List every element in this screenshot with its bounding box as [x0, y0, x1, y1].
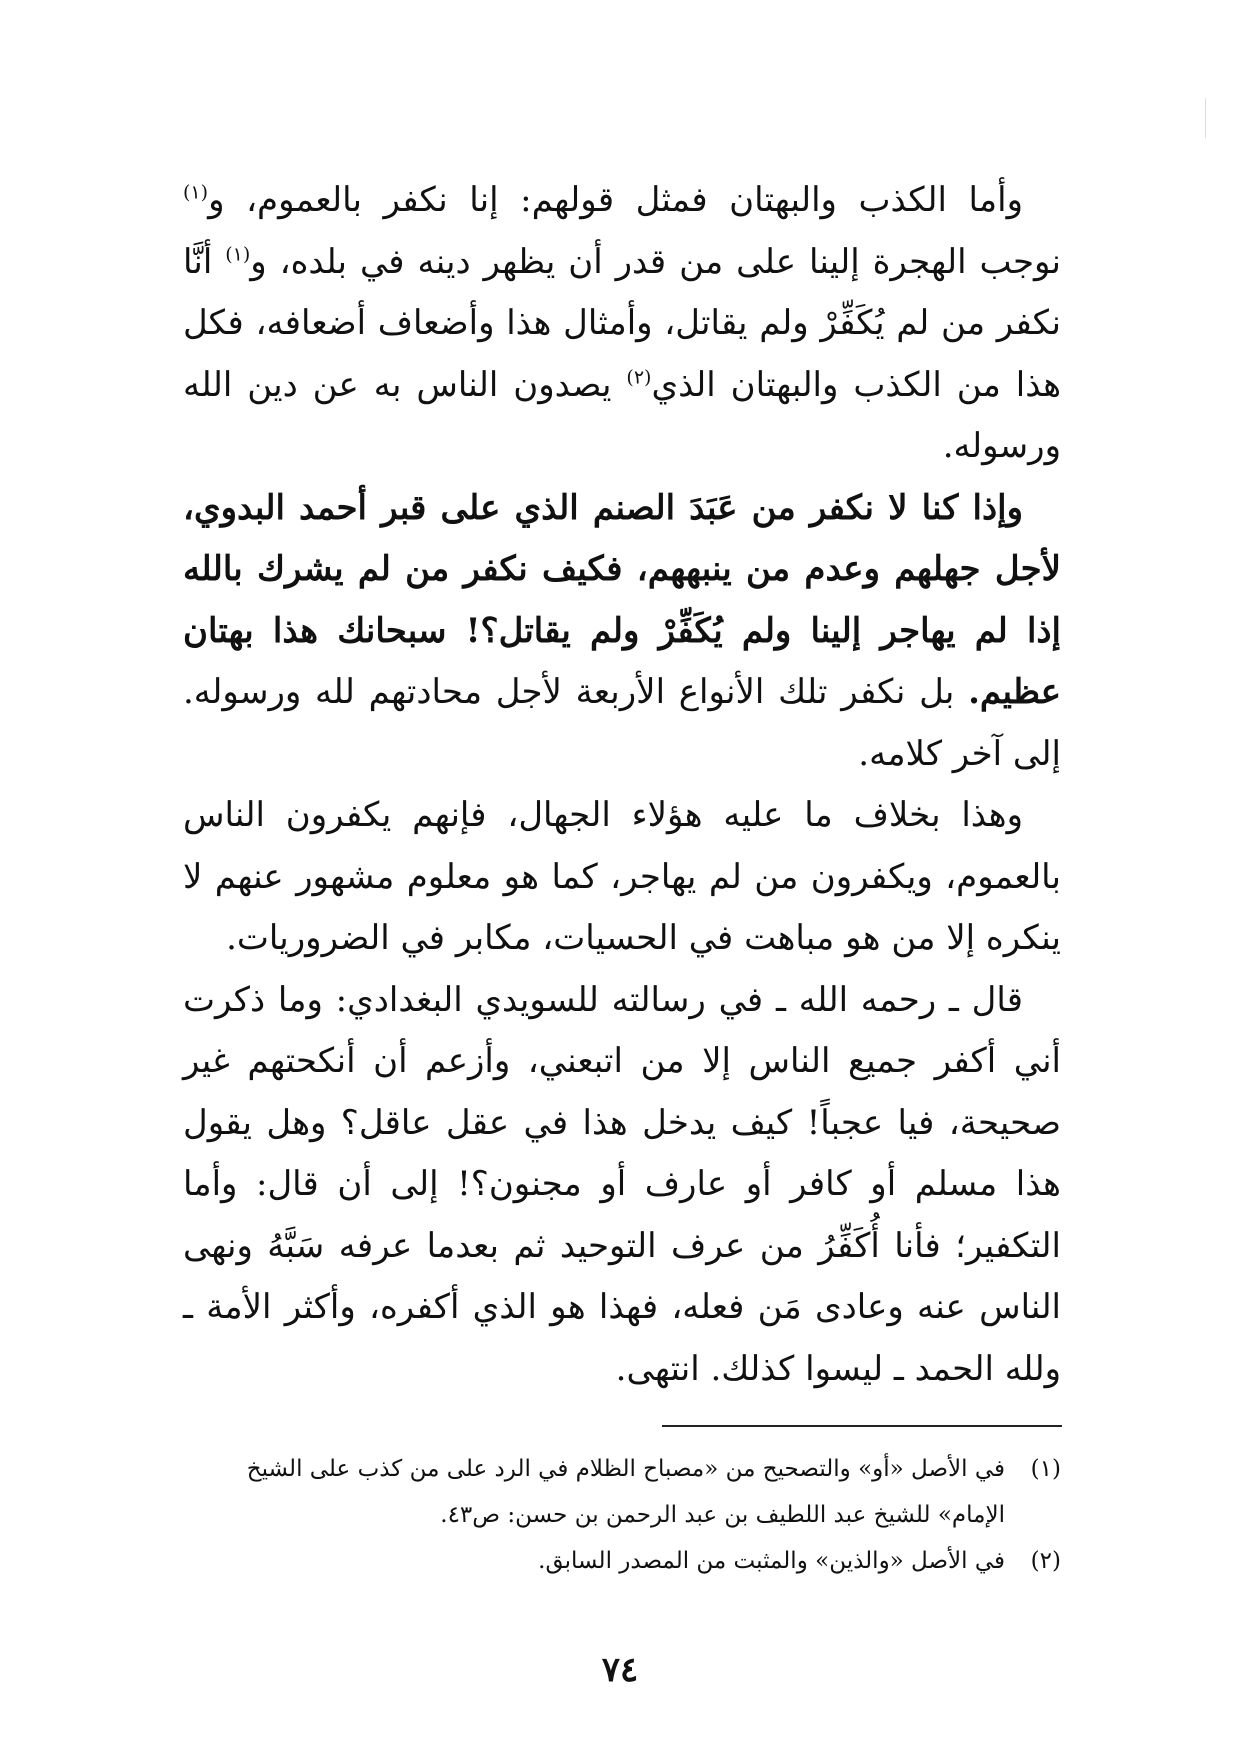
- footnote-1-number: (١): [1030, 1456, 1061, 1482]
- paragraph-3: [183, 785, 1061, 970]
- paragraph-1-text-d: يصدون الناس به عن دين الله ورسوله.: [183, 364, 1061, 466]
- paragraph-4: [183, 970, 1061, 1401]
- paragraph-3-text: وهذا بخلاف ما عليه هؤلاء الجهال، فإنهم يكفرون الناس بالعموم، ويكفرون من لم يهاجر، كما هو معلوم مشهور عنهم لا ينكره إلا من هو مباهت في الحسيات، مكابر في الضروريات.: [183, 795, 1061, 958]
- paragraph-1-text-c: أنَّا نكفر من لم يُكَفِّرْ ولم يقاتل، وأمثال هذا وأضعاف أضعافه، فكل هذا من الكذب والبهتان الذي: [183, 241, 1061, 405]
- footnote-separator: [662, 1425, 1062, 1427]
- footnote-ref-1: (١): [183, 181, 209, 204]
- paragraph-1-text-b: نوجب الهجرة إلينا على من قدر أن يظهر دينه في بلده، و: [250, 241, 1061, 282]
- footnote-2: [183, 1538, 1061, 1584]
- paragraph-2-bold-text: وإذا كنا لا نكفر من عَبَدَ الصنم الذي على قبر أحمد البدوي، لأجل جهلهم وعدم من ينبههم، فكيف نكفر من لم يشرك بالله إذا لم يهاجر إلينا ولم يُكَفِّرْ ولم يقاتل؟! سبحانك هذا بهتان عظيم.: [183, 487, 1061, 712]
- paragraph-1-text-a: وأما الكذب والبهتان فمثل قولهم: إنا نكفر بالعموم، و: [208, 180, 1023, 220]
- footnote-2-number: (٢): [1030, 1548, 1061, 1574]
- footnotes: [183, 1446, 1061, 1584]
- scan-mark: [1205, 98, 1206, 138]
- footnote-ref-1b: (١): [225, 243, 251, 266]
- footnote-2-text: في الأصل «والذين» والمثبت من المصدر السابق.: [538, 1548, 1005, 1574]
- paragraph-1: [183, 170, 1061, 478]
- main-text: [183, 170, 1061, 1400]
- paragraph-2: [183, 478, 1061, 786]
- footnote-1-text: في الأصل «أو» والتصحيح من «مصباح الظلام في الرد على من كذب على الشيخ الإمام» للشيخ عبد اللطيف بن عبد الرحمن بن حسن: ص٤٣.: [246, 1456, 1005, 1528]
- page-number: ٧٤: [601, 1650, 639, 1690]
- paragraph-4-text: قال ـ رحمه الله ـ في رسالته للسويدي البغدادي: وما ذكرت أني أكفر جميع الناس إلا من اتبعني، وأزعم أن أنكحتهم غير صحيحة، فيا عجباً! كيف يدخل هذا في عقل عاقل؟ وهل يقول هذا مسلم أو كافر أو عارف أو مجنون؟! إلى أن قال: وأما التكفير؛ فأنا أُكَفِّرُ من عرف التوحيد ثم بعدما عرفه سَبَّهُ ونهى الناس عنه وعادى مَن فعله، فهذا هو الذي أكفره، وأكثر الأمة ـ ولله الحمد ـ ليسوا كذلك. انتهى.: [183, 979, 1061, 1389]
- footnote-1: [183, 1446, 1061, 1538]
- footnote-ref-2: (٢): [626, 366, 652, 389]
- paragraph-2-plain-text: بل نكفر تلك الأنواع الأربعة لأجل محادتهم لله ورسوله. إلى آخر كلامه.: [183, 672, 1061, 774]
